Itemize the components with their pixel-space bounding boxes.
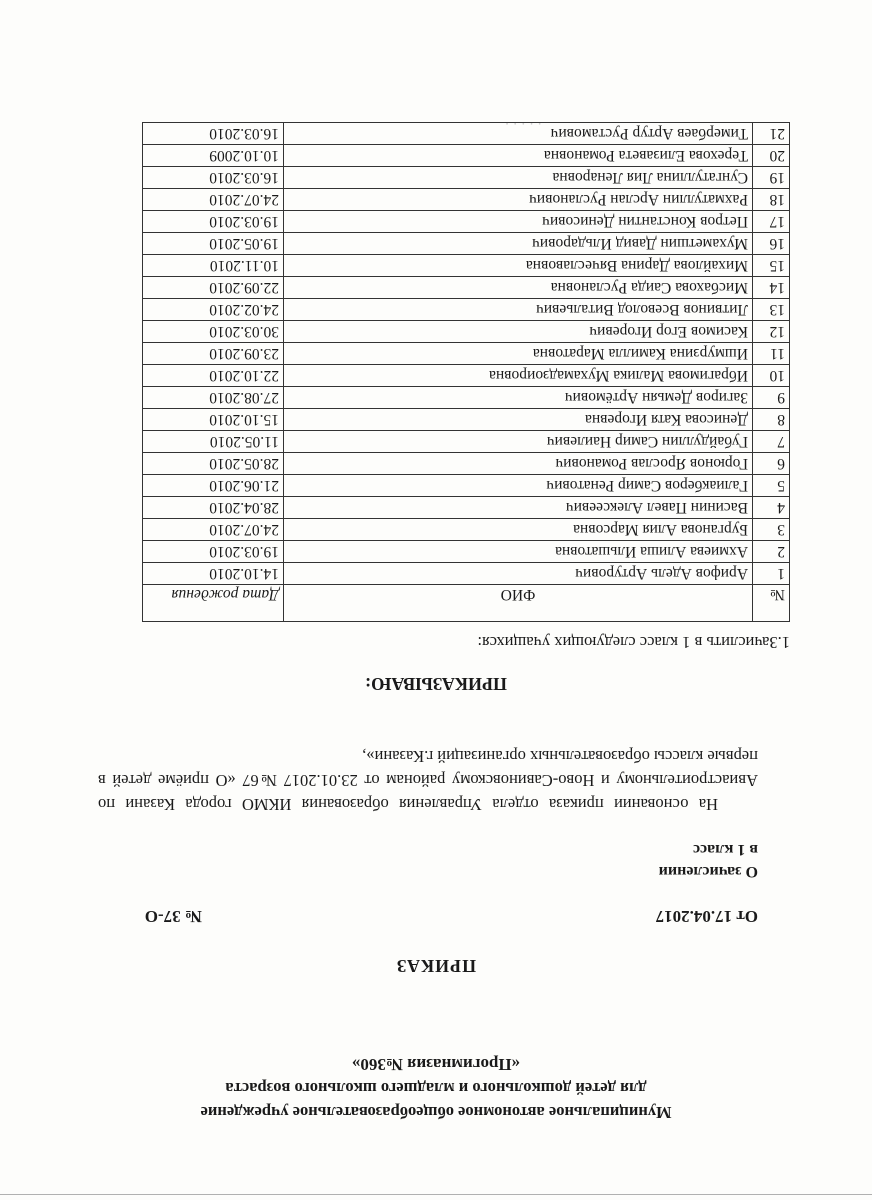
student-name: Ибрагимова Малика Мухамадзоировна — [284, 365, 753, 387]
student-name: Сунгатуллина Лия Ленаровна — [284, 167, 753, 189]
table-row — [143, 519, 790, 541]
order-number: № 37-О — [144, 907, 202, 926]
scan-edge-line — [0, 1194, 872, 1195]
enroll-statement: 1.Зачислить в 1 класс следующих учащихся: — [477, 633, 790, 652]
table-row — [143, 255, 790, 277]
table-row — [143, 321, 790, 343]
table-row — [143, 541, 790, 563]
row-number: 17 — [753, 211, 790, 233]
row-number: 3 — [753, 519, 790, 541]
basis-paragraph: На основании приказа отдела Управления образования ИКМО города Казани по Авиастроительному и Ново-Савиновскому районам от 23.01.2017 №67 «О приёме детей в первые классы образовательных организаций г.Казани», — [98, 747, 758, 814]
document-title: ПРИКАЗ — [395, 956, 477, 976]
table-row — [143, 189, 790, 211]
row-number: 4 — [753, 497, 790, 519]
student-name: Горюнов Ярослав Романович — [284, 453, 753, 475]
row-number: 16 — [753, 233, 790, 255]
row-number: 18 — [753, 189, 790, 211]
table-body — [143, 123, 790, 585]
student-name: Денисова Катя Игоревна — [284, 409, 753, 431]
institution-name-line-2: для детей дошкольного и младшего школьного возраста — [225, 1079, 647, 1098]
subject-line-2: в 1 класс — [692, 841, 758, 858]
birth-date: 24.07.2010 — [143, 519, 284, 541]
table-row — [143, 409, 790, 431]
birth-date: 19.03.2010 — [143, 211, 284, 233]
table-row — [143, 145, 790, 167]
birth-date: 19.05.2010 — [143, 233, 284, 255]
birth-date: 14.10.2010 — [143, 563, 284, 585]
order-date: От 17.04.2017 — [655, 907, 758, 926]
student-name: Тимербаев Артур Рустамович — [284, 123, 753, 145]
birth-date: 11.05.2010 — [143, 431, 284, 453]
student-name: Касимов Егор Игоревич — [284, 321, 753, 343]
table-row — [143, 299, 790, 321]
institution-name-line-1: Муниципальное автономное общеобразовательное учреждение — [200, 1103, 672, 1122]
header-birthdate: Дата рождения — [143, 585, 284, 622]
student-name: Михайлова Дарина Вячеславовна — [284, 255, 753, 277]
birth-date: 30.03.2010 — [143, 321, 284, 343]
row-number: 6 — [753, 453, 790, 475]
table-row — [143, 233, 790, 255]
table-row — [143, 497, 790, 519]
students-table — [142, 122, 790, 622]
table-row — [143, 123, 790, 145]
birth-date: 28.05.2010 — [143, 453, 284, 475]
table-row — [143, 387, 790, 409]
student-name: Петров Константин Денисович — [284, 211, 753, 233]
table-row — [143, 277, 790, 299]
birth-date: 28.04.2010 — [143, 497, 284, 519]
birth-date: 16.03.2010 — [143, 167, 284, 189]
row-number: 13 — [753, 299, 790, 321]
order-subject — [659, 838, 758, 882]
birth-date: 16.03.2010 — [143, 123, 284, 145]
student-name: Терехова Елизавета Романовна — [284, 145, 753, 167]
institution-name-line-3: «Прогимназия №360» — [351, 1055, 521, 1074]
table-row — [143, 167, 790, 189]
student-name: Ишмурзина Камилла Маратовна — [284, 343, 753, 365]
birth-date: 23.09.2010 — [143, 343, 284, 365]
student-name: Загиров Демьян Артёмович — [284, 387, 753, 409]
row-number: 10 — [753, 365, 790, 387]
row-number: 20 — [753, 145, 790, 167]
table-row — [143, 563, 790, 585]
row-number: 7 — [753, 431, 790, 453]
student-name: Рахматуллин Арслан Русланович — [284, 189, 753, 211]
student-name: Мухаметшин Давид Ильдарович — [284, 233, 753, 255]
birth-date: 19.03.2010 — [143, 541, 284, 563]
birth-date: 10.10.2009 — [143, 145, 284, 167]
order-heading: ПРИКАЗЫВАЮ: — [365, 674, 507, 694]
table-row — [143, 343, 790, 365]
student-name: Мисбахова Саида Руслановна — [284, 277, 753, 299]
faint-stamp-mark: · · · · · — [504, 115, 542, 130]
birth-date: 24.02.2010 — [143, 299, 284, 321]
birth-date: 24.07.2010 — [143, 189, 284, 211]
student-name: Бурганова Алия Марсовна — [284, 519, 753, 541]
birth-date: 21.06.2010 — [143, 475, 284, 497]
birth-date: 27.08.2010 — [143, 387, 284, 409]
student-name: Васинин Павел Алексеевич — [284, 497, 753, 519]
table-row — [143, 365, 790, 387]
table-row — [143, 211, 790, 233]
row-number: 15 — [753, 255, 790, 277]
row-number: 2 — [753, 541, 790, 563]
table-row — [143, 475, 790, 497]
row-number: 5 — [753, 475, 790, 497]
row-number: 9 — [753, 387, 790, 409]
row-number: 14 — [753, 277, 790, 299]
row-number: 12 — [753, 321, 790, 343]
birth-date: 15.10.2010 — [143, 409, 284, 431]
row-number: 11 — [753, 343, 790, 365]
row-number: 21 — [753, 123, 790, 145]
student-name: Литвинов Всеволод Витальевич — [284, 299, 753, 321]
subject-line-1: О зачислении — [658, 863, 758, 880]
birth-date: 10.11.2010 — [143, 255, 284, 277]
table-header-row — [143, 585, 790, 622]
student-name: Галиакберов Самир Ренатович — [284, 475, 753, 497]
row-number: 19 — [753, 167, 790, 189]
birth-date: 22.10.2010 — [143, 365, 284, 387]
row-number: 1 — [753, 563, 790, 585]
row-number: 8 — [753, 409, 790, 431]
table-row — [143, 453, 790, 475]
header-number: № — [753, 585, 790, 622]
birth-date: 22.09.2010 — [143, 277, 284, 299]
header-name: ФИО — [284, 585, 753, 622]
table-row — [143, 431, 790, 453]
student-name: Арифов Адель Артурович — [284, 563, 753, 585]
student-name: Ахмиева Алиша Ильшатовна — [284, 541, 753, 563]
student-name: Губайдуллин Самир Наилевич — [284, 431, 753, 453]
